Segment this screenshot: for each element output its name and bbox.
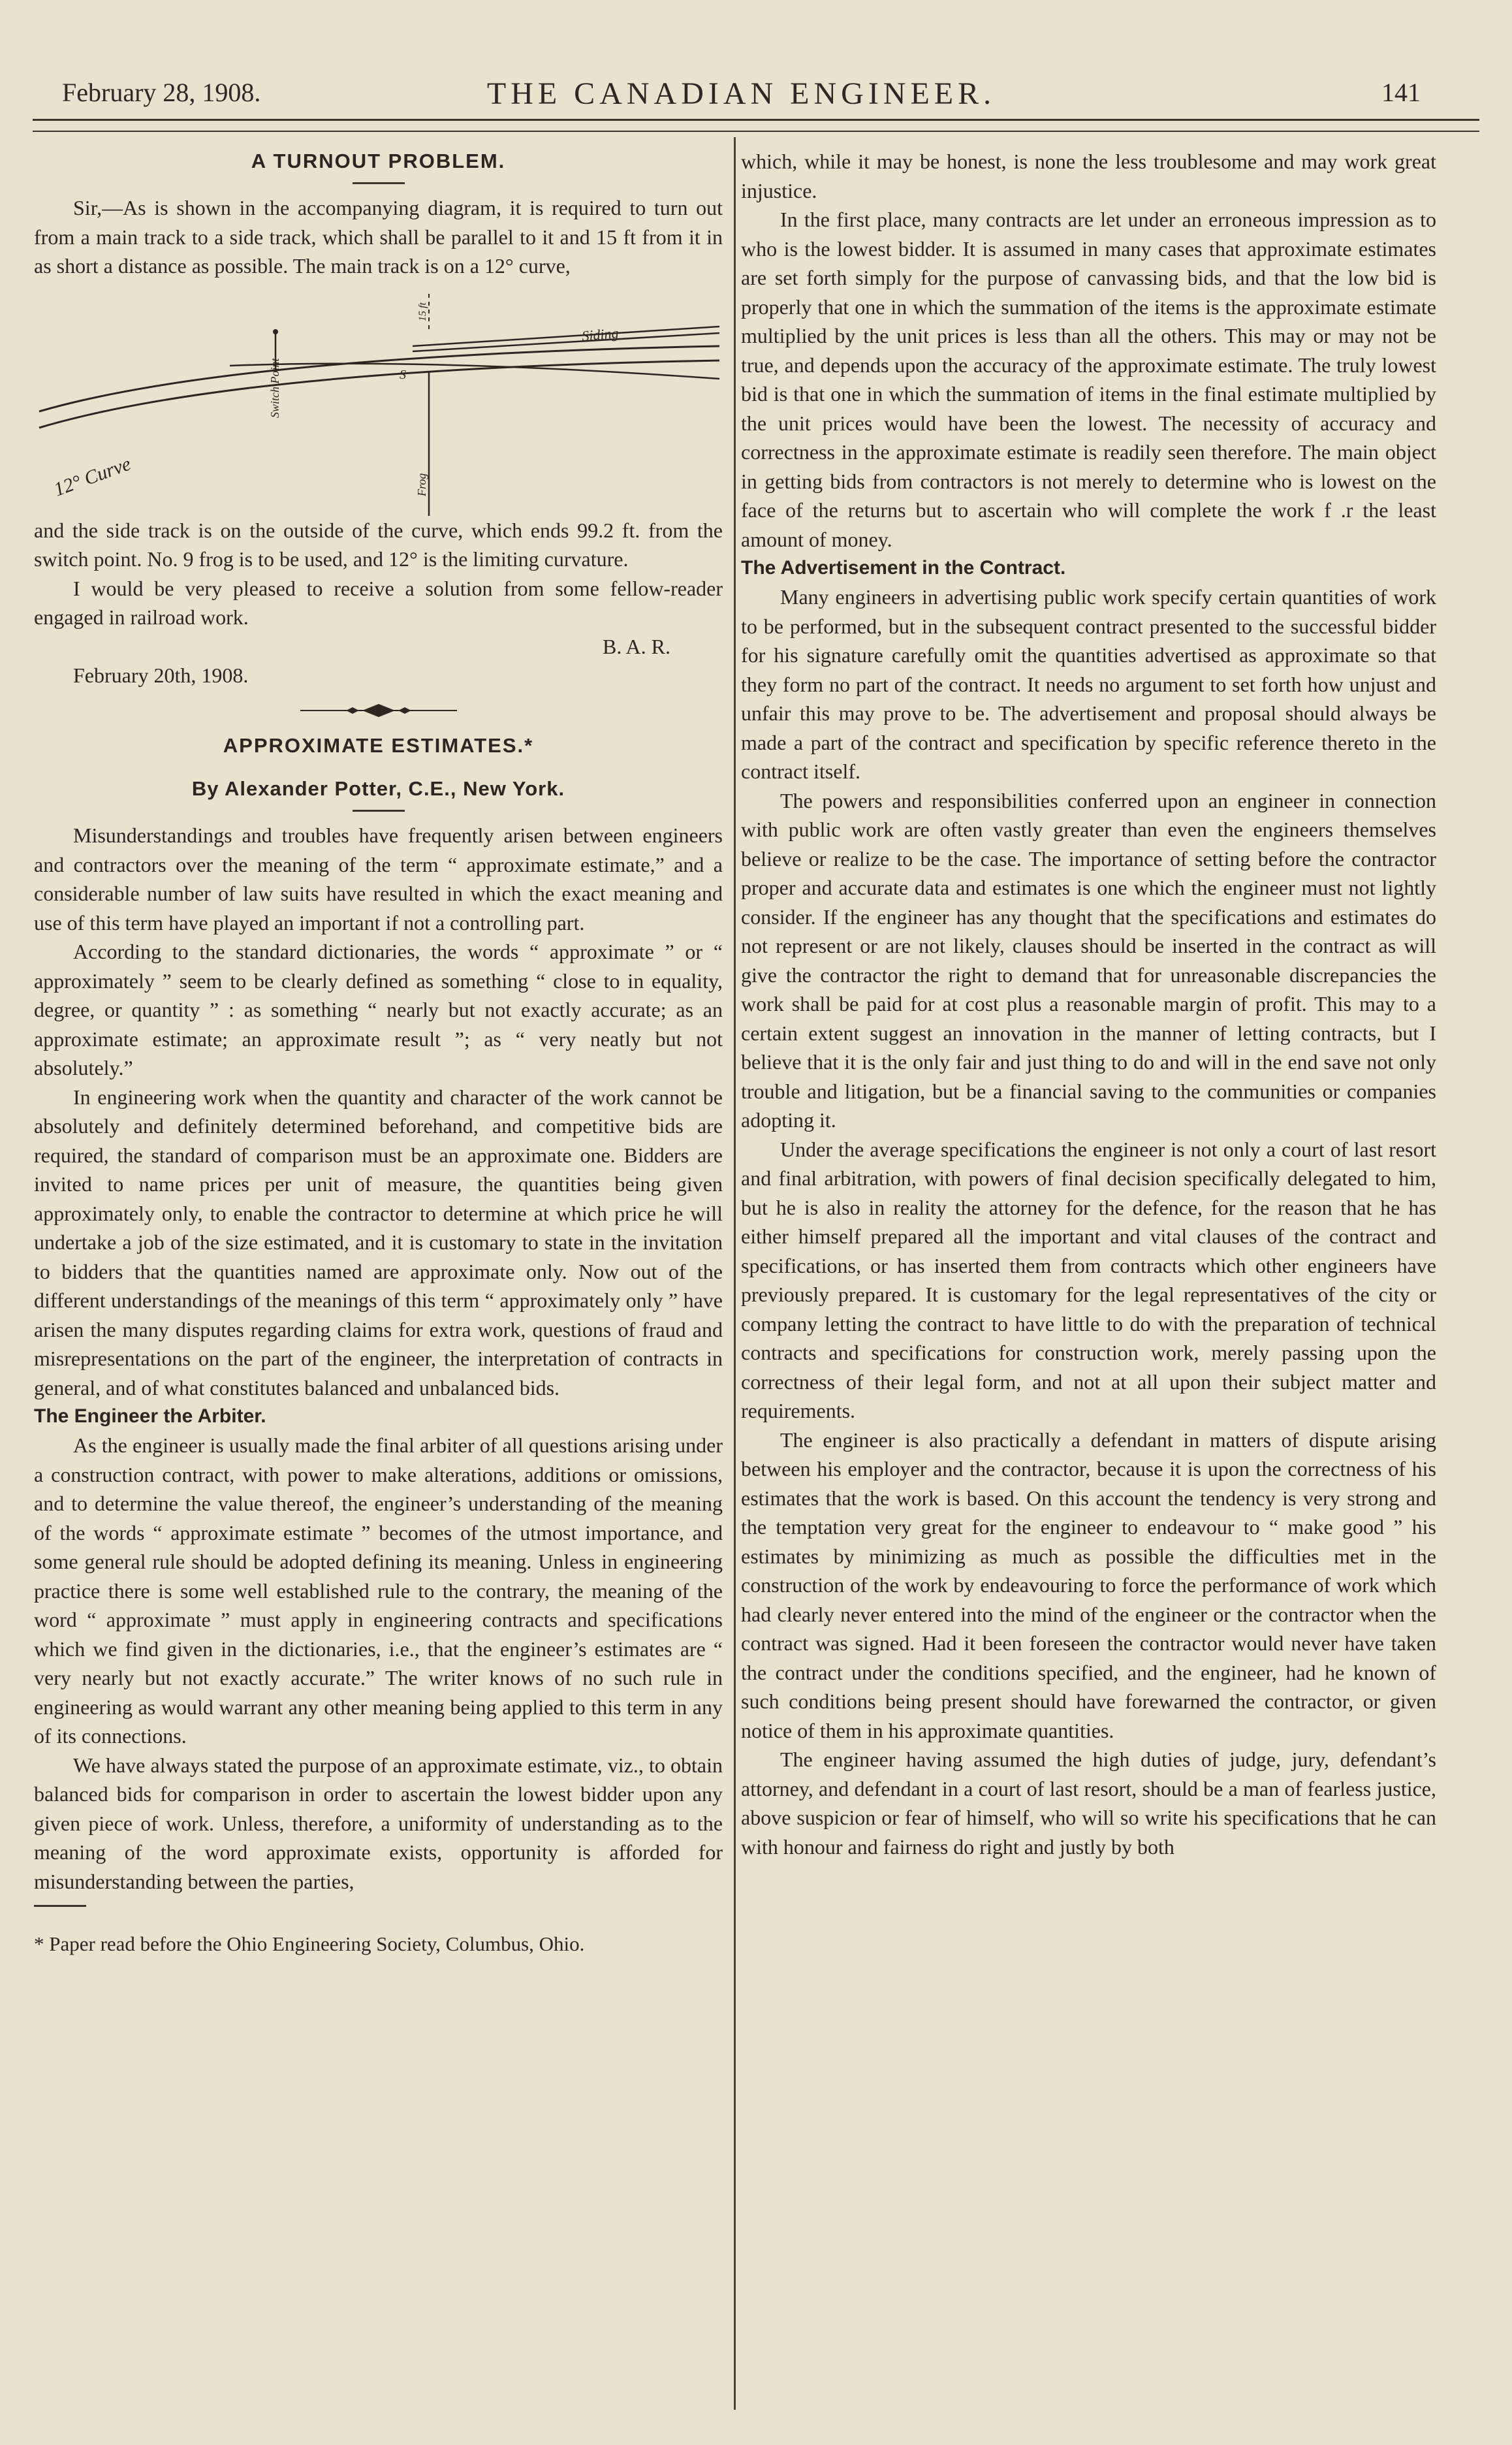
subheading-arbiter: The Engineer the Arbiter.	[34, 1405, 266, 1427]
masthead	[62, 73, 1421, 119]
section-ornament	[34, 703, 723, 721]
arbiter-paragraph: We have always stated the purpose of an approximate estimate, viz., to obtain balanced bids for comparison in order to ascertain the lowest bidder upon any given piece of work. Unless, therefore, a uniformity of understanding as to the meaning of the word approximate exists, opportunity is afforded for misunderstanding between the parties,	[34, 1753, 723, 1893]
frog-label: Frog	[415, 473, 428, 496]
turnout-paragraph-2: and the side track is on the outside of the curve, which ends 99.2 ft. from the switch point. No. 9 frog is to be used, and 12° is the limiting curvature.	[34, 518, 723, 571]
switch-point-label: Switch Point	[268, 358, 281, 418]
ornament-divider-icon	[300, 703, 457, 718]
main-track-upper	[39, 346, 719, 411]
heading-rule	[353, 182, 405, 184]
article-title: APPROXIMATE ESTIMATES.*	[223, 734, 534, 757]
turnout-paragraph-1: Sir,—As is shown in the accompanying diagram, it is required to turn out from a main track to a side track, which shall be parallel to it and 15 ft from it in as short a distance as possible. The main track is on a 12° curve,	[34, 196, 723, 278]
left-paragraph: According to the standard dictionaries, the words “ approximate ” or “ approximately ” seem to be clearly defined as something “ close to in equality, degree, or quantity ” : as something “ nearly but not exactly accurate; as an approximate estimate; an approximate result ”; as “ very neatly but not absolutely.”	[34, 940, 723, 1079]
left-paragraph: Misunderstandings and troubles have frequently arisen between engineers and contractors over the meaning of the term “ approximate estimate,” and a considerable number of law suits have resulted in which the exact meaning and use of this term have played an important if not a controlling part.	[34, 823, 723, 935]
right-paragraph: Under the average specifications the engineer is not only a court of last resort and final arbitration, with powers of final decision specifically delegated to him, but he is also in reality the attorney for the defence, for the reason that he has either himself prepared all the important and vital clauses of the contract and specifications, or has inserted them from contracts which other engineers have previously prepared. It is customary for the legal representatives of the city or company letting the contract to have little to do with the preparation of technical contracts and specifications for construction work, merely passing upon the correctness of their legal form, and not at all upon their subject matter and requirements.	[741, 1137, 1436, 1422]
turnout-paragraph-3: I would be very pleased to receive a solution from some fellow-reader engaged in railroad work.	[34, 576, 723, 629]
distance-label: 15 ft	[417, 302, 428, 321]
turnout-signature: B. A. R.	[602, 634, 670, 658]
turnout-curve	[230, 363, 719, 378]
right-paragraph: The powers and responsibilities conferred upon an engineer in connection with public work are often vastly greater than even the engineers themselves believe or realize to be the case. The importance of setting before the contractor proper and accurate data and estimates is one which the engineer must not lightly consider. If the engineer has any thought that the specifications and estimates do not represent or are not likely, clauses should be inserted in the contract as will give the contractor the right to demand that for unreasonable discrepancies the work shall be paid for at cost plus a reasonable margin of profit. This may to a certain extent suggest an innovation in the manner of letting contracts, but I believe that it is the only fair and just thing to do and will in the end save not only trouble and litigation, but be a financial saving to the communities or companies adopting it.	[741, 788, 1436, 1132]
track-diagram-svg	[34, 281, 723, 516]
turnout-diagram	[34, 281, 723, 516]
right-column	[741, 147, 1436, 1861]
right-paragraph: which, while it may be honest, is none the less troublesome and may work great injustice.	[741, 150, 1436, 202]
switch-point-dot	[273, 329, 278, 334]
masthead-rule-bottom	[33, 131, 1479, 132]
siding-label: Siding	[581, 324, 620, 344]
right-paragraph: Many engineers in advertising public work specify certain quantities of work to be performed, but in the subsequent contract presented to the successful bidder for his signature carefully omit the quantities advertised as approximate so that they form no part of the contract. It needs no argument to set forth how unjust and unfair this may prove to be. The advertisement and proposal should always be made a part of the contract and specification by specific reference thereto in the contract itself.	[741, 585, 1436, 783]
right-paragraph: The engineer having assumed the high duties of judge, jury, defendant’s attorney, and defendant in a court of last resort, should be a man of fearless justice, above suspicion or fear of himself, who will so write his specifications that he can with honour and fairness do right and justly by both	[741, 1748, 1436, 1859]
left-column	[34, 147, 723, 1958]
masthead-rule-top	[33, 119, 1479, 121]
column-divider	[734, 137, 736, 2410]
footnote: * Paper read before the Ohio Engineering Society, Columbus, Ohio.	[34, 1932, 585, 1955]
footnote-rule	[34, 1905, 86, 1907]
issue-date: February 28, 1908.	[62, 78, 261, 107]
turnout-date: February 20th, 1908.	[73, 663, 249, 687]
arbiter-paragraph: As the engineer is usually made the final arbiter of all questions arising under a construction contract, with power to make alterations, additions or omissions, and to determine the value thereof, the engineer’s understanding of the meaning of the words “ approximate estimate ” becomes of the utmost importance, and some general rule should be adopted defining its meaning. Unless in engineering practice there is some well established rule to the contrary, the meaning of the word “ approximate ” must apply in engineering contracts and specifications which we find given in the dictionaries, i.e., that the engineer’s estimates are “ very nearly but not exactly accurate.” The writer knows of no such rule in engineering as would warrant any other meaning being applied to this term in any of its connections.	[34, 1433, 723, 1748]
byline-rule	[353, 810, 405, 812]
main-track-lower	[39, 360, 719, 428]
subheading-advertisement: The Advertisement in the Contract.	[741, 557, 1066, 579]
s-label: S	[400, 367, 406, 382]
right-paragraph: In the first place, many contracts are let under an erroneous impression as to who is the lowest bidder. It is assumed in many cases that approximate estimates are set forth simply for the purpose of canvassing bids, and that the low bid is properly that one in which the summation of the items is the approximate estimate multiplied by the unit prices is less than all the others. This may or may not be true, and depends upon the accuracy of the approximate estimate. The truly lowest bid is that one in which the summation of items in the final estimate multiplied by the unit prices would have been the lowest. The necessity of accuracy and correctness in the approximate estimate is readily seen therefore. The main object in getting bids from contractors is not merely to determine who is lowest on the face of the returns but to ascertain who will complete the work f .r the least amount of money.	[741, 208, 1436, 551]
article-byline: By Alexander Potter, C.E., New York.	[191, 777, 565, 800]
turnout-heading: A TURNOUT PROBLEM.	[251, 150, 506, 172]
page-number: 141	[1381, 78, 1421, 107]
curve-label: 12° Curve	[51, 453, 134, 501]
right-paragraph: The engineer is also practically a defendant in matters of dispute arising between his employer and the contractor, because it is upon the correctness of his estimates that the work is based. On this account the tendency is very strong and the temptation very great for the engineer to endeavour to “ make good ” his estimates by minimizing as much as possible the difficulties met in the construction of the work by endeavouring to force the performance of work which had clearly never entered into the mind of the engineer or the contractor when the contract was signed. Had it been foreseen the contractor would never have taken the contract under the conditions specified, and the engineer, had he known of such conditions being present should have forewarned the contractor, or given notice of them in his approximate quantities.	[741, 1428, 1436, 1742]
left-paragraph: In engineering work when the quantity and character of the work cannot be absolutely and definitely determined beforehand, and competitive bids are required, the standard of comparison must be an approximate one. Bidders are invited to name prices per unit of measure, the quantities being given approximately only, to enable the contractor to determine at which price he will undertake a job of the size estimated, and it is customary to state in the invitation to bidders that the quantities named are approximate only. Now out of the different understandings of the meanings of this term “ approximately only ” have arisen the many disputes regarding claims for extra work, questions of fraud and misrepresentations on the part of the engineer, the interpretation of contracts in general, and of what constitutes balanced and unbalanced bids.	[34, 1085, 723, 1399]
publication-title: THE CANADIAN ENGINEER.	[486, 76, 996, 111]
